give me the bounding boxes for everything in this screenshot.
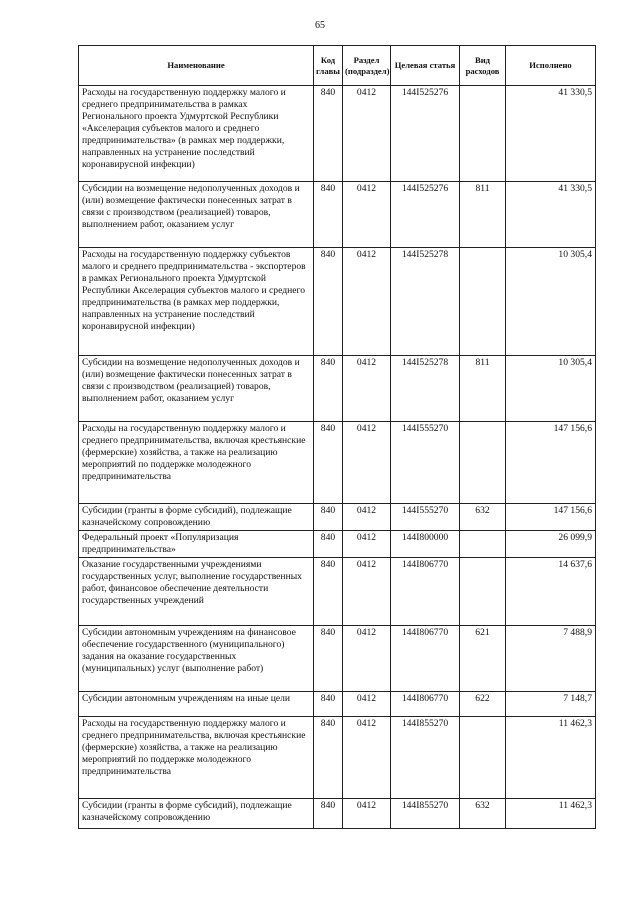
row-code: 840	[314, 422, 343, 504]
row-code: 840	[314, 356, 343, 422]
header-target: Целевая статья	[391, 46, 460, 86]
row-code: 840	[314, 626, 343, 692]
row-section: 0412	[343, 504, 391, 531]
row-type	[460, 86, 506, 182]
row-name: Субсидии автономным учреждениям на финансовое обеспечение государственного (муниципального) задания на оказание государственных (муниципальных) услуг (выполнение работ)	[79, 626, 314, 692]
row-amount: 7 488,9	[506, 626, 596, 692]
table-row	[79, 626, 596, 692]
row-target: 144I806770	[391, 692, 460, 717]
row-section: 0412	[343, 692, 391, 717]
table-row	[79, 558, 596, 626]
row-target: 144I525278	[391, 356, 460, 422]
row-target: 144I855270	[391, 717, 460, 799]
row-type	[460, 531, 506, 558]
row-amount: 41 330,5	[506, 86, 596, 182]
row-target: 144I525276	[391, 182, 460, 248]
row-section: 0412	[343, 531, 391, 558]
row-amount: 41 330,5	[506, 182, 596, 248]
row-type	[460, 558, 506, 626]
header-code: Код главы	[314, 46, 343, 86]
row-amount: 10 305,4	[506, 356, 596, 422]
table-row	[79, 531, 596, 558]
row-section: 0412	[343, 356, 391, 422]
table-row	[79, 356, 596, 422]
row-code: 840	[314, 248, 343, 356]
row-code: 840	[314, 182, 343, 248]
row-target: 144I555270	[391, 504, 460, 531]
page-number: 65	[315, 20, 325, 31]
row-code: 840	[314, 504, 343, 531]
table-row	[79, 422, 596, 504]
row-name: Оказание государственными учреждениями государственных услуг, выполнение государственных работ, финансовое обеспечение деятельности государственных учреждений	[79, 558, 314, 626]
table-row	[79, 86, 596, 182]
row-type: 621	[460, 626, 506, 692]
row-amount: 26 099,9	[506, 531, 596, 558]
row-section: 0412	[343, 558, 391, 626]
row-name: Федеральный проект «Популяризация предпринимательства»	[79, 531, 314, 558]
row-section: 0412	[343, 86, 391, 182]
row-name: Субсидии на возмещение недополученных доходов и (или) возмещение фактически понесенных затрат в связи с производством (реализацией) товаров, выполнением работ, оказанием услуг	[79, 182, 314, 248]
row-type: 622	[460, 692, 506, 717]
row-name: Расходы на государственную поддержку малого и среднего предпринимательства в рамках Регионального проекта Удмуртской Республики «Акселерация субъектов малого и среднего предпринимательства» (в рамках мер поддержки, направленных на устранение последствий коронавирусной инфекции)	[79, 86, 314, 182]
row-target: 144I800000	[391, 531, 460, 558]
row-type: 632	[460, 504, 506, 531]
row-section: 0412	[343, 182, 391, 248]
row-type	[460, 717, 506, 799]
row-target: 144I806770	[391, 626, 460, 692]
row-type: 632	[460, 799, 506, 829]
table-row	[79, 248, 596, 356]
row-section: 0412	[343, 248, 391, 356]
header-section: Раздел (подраздел)	[343, 46, 391, 86]
row-code: 840	[314, 86, 343, 182]
row-target: 144I855270	[391, 799, 460, 829]
row-section: 0412	[343, 626, 391, 692]
row-code: 840	[314, 558, 343, 626]
table-row	[79, 692, 596, 717]
row-section: 0412	[343, 717, 391, 799]
row-code: 840	[314, 692, 343, 717]
row-amount: 147 156,6	[506, 422, 596, 504]
row-target: 144I555270	[391, 422, 460, 504]
row-name: Расходы на государственную поддержку малого и среднего предпринимательства, включая крестьянские (фермерские) хозяйства, а также на реализацию мероприятий по поддержке молодежного предпринимательства	[79, 422, 314, 504]
row-target: 144I806770	[391, 558, 460, 626]
row-code: 840	[314, 799, 343, 829]
row-name: Субсидии автономным учреждениям на иные цели	[79, 692, 314, 717]
row-section: 0412	[343, 422, 391, 504]
row-name: Субсидии (гранты в форме субсидий), подлежащие казначейскому сопровождению	[79, 799, 314, 829]
table-row	[79, 182, 596, 248]
row-code: 840	[314, 717, 343, 799]
row-target: 144I525278	[391, 248, 460, 356]
row-type	[460, 248, 506, 356]
row-amount: 10 305,4	[506, 248, 596, 356]
row-section: 0412	[343, 799, 391, 829]
row-type: 811	[460, 182, 506, 248]
header-type: Вид расходов	[460, 46, 506, 86]
row-name: Расходы на государственную поддержку субъектов малого и среднего предпринимательства - экспортеров в рамках Регионального проекта Удмуртской Республики Акселерация субъектов малого и среднего предпринимательства (в рамках мер поддержки, направленных на устранение последствий коронавирусной инфекции)	[79, 248, 314, 356]
header-amount: Исполнено	[506, 46, 596, 86]
row-amount: 11 462,3	[506, 799, 596, 829]
row-amount: 14 637,6	[506, 558, 596, 626]
table-row	[79, 799, 596, 829]
row-name: Субсидии (гранты в форме субсидий), подлежащие казначейскому сопровождению	[79, 504, 314, 531]
row-code: 840	[314, 531, 343, 558]
row-type	[460, 422, 506, 504]
row-name: Субсидии на возмещение недополученных доходов и (или) возмещение фактически понесенных затрат в связи с производством (реализацией) товаров, выполнением работ, оказанием услуг	[79, 356, 314, 422]
budget-table	[78, 45, 596, 829]
row-name: Расходы на государственную поддержку малого и среднего предпринимательства, включая крестьянские (фермерские) хозяйства, а также на реализацию мероприятий по поддержке молодежного предпринимательства	[79, 717, 314, 799]
row-amount: 7 148,7	[506, 692, 596, 717]
header-name: Наименование	[79, 46, 314, 86]
row-type: 811	[460, 356, 506, 422]
row-amount: 147 156,6	[506, 504, 596, 531]
row-target: 144I525276	[391, 86, 460, 182]
table-row	[79, 504, 596, 531]
row-amount: 11 462,3	[506, 717, 596, 799]
table-row	[79, 717, 596, 799]
